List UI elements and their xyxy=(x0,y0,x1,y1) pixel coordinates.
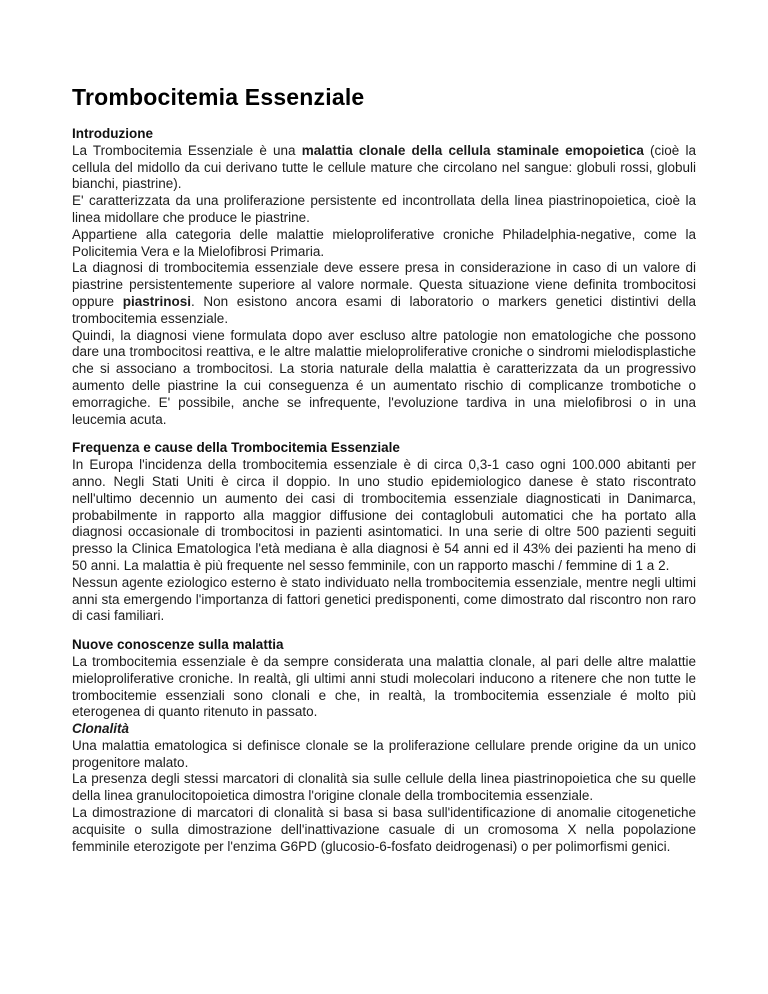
section-heading: Frequenza e cause della Trombocitemia Essenziale xyxy=(72,440,400,456)
section xyxy=(72,440,696,625)
text-run: piastrinosi xyxy=(122,293,191,309)
paragraph xyxy=(72,654,696,721)
section xyxy=(72,637,696,855)
text-run: malattia clonale della cellula staminale emopoietica xyxy=(301,142,644,158)
paragraph xyxy=(72,328,696,429)
paragraph xyxy=(72,575,696,625)
text-run: Nessun agente eziologico esterno è stato individuato nella trombocitemia essenziale, mentre negli ultimi anni sta emergendo l'importanza di fattori genetici predisponenti, come dimostrato dal riscontro non raro di casi familiari. xyxy=(72,574,696,624)
text-run: La trombocitemia essenziale è da sempre considerata una malattia clonale, al pari delle altre malattie mieloproliferative croniche. In realtà, gli ultimi anni studi molecolari inducono a ritenere che non tutte le trombocitemie essenziali sono clonali e che, in realtà, la trombocitemia essenziale é molto più eterogenea di quanto ritenuto in passato. xyxy=(72,653,696,720)
paragraph xyxy=(72,143,696,193)
section-heading: Introduzione xyxy=(72,126,153,141)
paragraph xyxy=(72,738,696,772)
text-run: La dimostrazione di marcatori di clonalità si basa si basa sull'identificazione di anomalie citogenetiche acquisite o sulla dimostrazione dell'inattivazione casuale di un cromosoma X nella popolazione femminile eterozigote per l'enzima G6PD (glucosio-6-fosfato deidrogenasi) o per polimorfismi genici. xyxy=(72,805,696,854)
text-run: Una malattia ematologica si definisce clonale se la proliferazione cellulare prende origine da un unico progenitore malato. xyxy=(72,737,696,770)
paragraph xyxy=(72,227,696,261)
paragraph xyxy=(72,260,696,327)
text-run: E' caratterizzata da una proliferazione persistente ed incontrollata della linea piastrinopoietica, cioè la linea midollare che produce le piastrine. xyxy=(72,193,696,225)
text-run: La presenza degli stessi marcatori di clonalità sia sulle cellule della linea piastrinopoietica che su quelle della linea granulocitopoietica dimostra l'origine clonale della trombocitemia essenziale. xyxy=(72,771,696,804)
paragraph xyxy=(72,193,696,227)
subheading xyxy=(72,721,696,738)
paragraph xyxy=(72,805,696,855)
text-run: La Trombocitemia Essenziale è una xyxy=(72,142,302,158)
text-run: . Non esistono ancora esami di laboratorio o markers genetici distintivi della trombocitemia essenziale. xyxy=(72,293,696,326)
text-run: In Europa l'incidenza della trombocitemia essenziale è di circa 0,3-1 caso ogni 100.000 abitanti per anno. Negli Stati Uniti è circa il doppio. In uno studio epidemiologico danese è stato riscontrato nell'ultimo decennio un aumento dei casi di trombocitemia essenziale diagnosticati in Danimarca, probabilmente in rapporto alla maggior diffusione dei contaglobuli automatici che ha portato alla diagnosi occasionale di trombocitosi in pazienti asintomatici. In una serie di oltre 500 pazienti seguiti presso la Clinica Ematologica l'età mediana è alla diagnosi è 54 anni ed il 43% dei pazienti ha meno di 50 anni. La malattia è più frequente nel sesso femminile, con un rapporto maschi / femmine di 1 a 2. xyxy=(72,457,696,573)
section-heading: Nuove conoscenze sulla malattia xyxy=(72,637,284,653)
section xyxy=(72,126,696,428)
paragraph xyxy=(72,457,696,575)
document-body xyxy=(72,126,696,855)
text-run: Quindi, la diagnosi viene formulata dopo aver escluso altre patologie non ematologiche che possono dare una trombocitosi reattiva, e le altre malattie mieloproliferative croniche o sindromi mielodisplastiche che si associano a trombocitosi. La storia naturale della malattia è caratterizzata da un progressivo aumento delle piastrine la cui conseguenza é un aumentato rischio di complicanze trombotiche o emorragiche. E' possibile, anche se infrequente, l'evoluzione tardiva in una mielofibrosi o in una leucemia acuta. xyxy=(72,327,696,427)
text-run: (cioè la cellula del midollo da cui derivano tutte le cellule mature che circolano nel sangue: globuli rossi, globuli bianchi, piastrine). xyxy=(72,142,696,192)
text-run: Appartiene alla categoria delle malattie mieloproliferative croniche Philadelphia-negative, come la Policitemia Vera e la Mielofibrosi Primaria. xyxy=(72,226,696,259)
text-run: Clonalità xyxy=(72,721,130,737)
paragraph xyxy=(72,771,696,805)
page-title: Trombocitemia Essenziale xyxy=(72,84,365,110)
text-run: La diagnosi di trombocitemia essenziale deve essere presa in considerazione in caso di un valore di piastrine persistentemente superiore al valore normale. Questa situazione viene definita trombocitosi oppure xyxy=(72,260,696,309)
